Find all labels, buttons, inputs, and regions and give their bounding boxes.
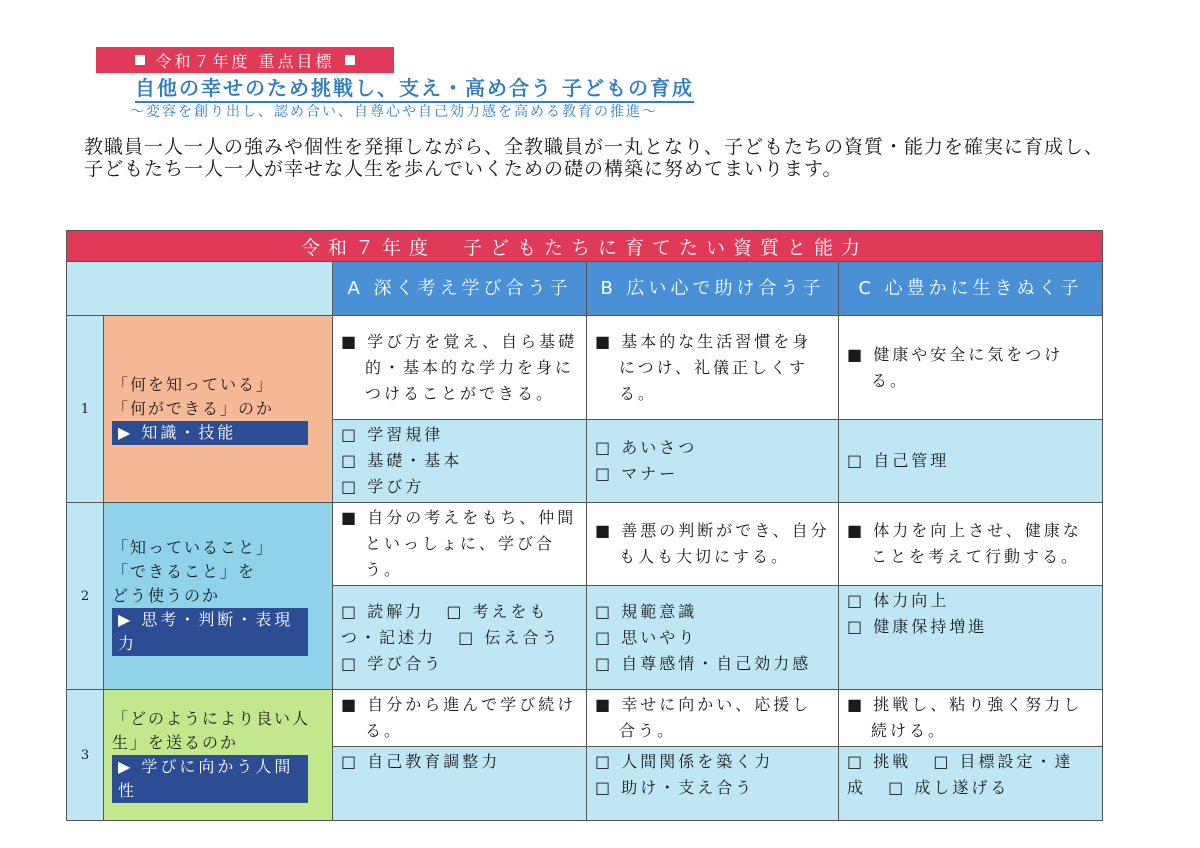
list-item: □ 伝え合う — [458, 627, 561, 647]
goal-cell — [333, 503, 587, 586]
row-label-knowledge — [104, 316, 333, 503]
intro-paragraph: 教職員一人一人の強みや個性を発揮しながら、全教職員が一丸となり、子どもたちの資質・能力を確実に育成し、子どもたち一人一人が幸せな人生を歩んでいくための礎の構築に努めてまいります。 — [84, 136, 1105, 180]
goal-text: ■ 自分の考えをもち、仲間といっしょに、学び合う。 — [341, 508, 577, 579]
goal-text: ■ 健康や安全に気をつける。 — [847, 344, 1064, 390]
goal-cell — [333, 316, 587, 420]
main-headline: 自他の幸せのため挑戦し、支え・高め合う 子どもの育成 — [135, 75, 694, 103]
column-header-a: A 深く考え学び合う子 — [333, 262, 587, 316]
list-item: □ 人間関係を築く力 — [595, 752, 774, 771]
row-label-thinking — [104, 503, 333, 690]
sub-headline: ～変容を創り出し、認め合い、自尊心や自己効力感を高める教育の推進～ — [130, 104, 658, 120]
list-item: □ 挑戦 — [847, 752, 912, 771]
goal-text: ■ 学び方を覚え、自ら基礎的・基本的な学力を身につけることができる。 — [341, 331, 578, 403]
list-item: □ 思いやり — [595, 627, 698, 647]
row-label-line: 「知っていること」 — [112, 538, 275, 557]
goal-cell — [587, 690, 839, 747]
items-cell — [587, 586, 839, 690]
row-label-line: どう使うのか — [112, 586, 221, 605]
goal-cell — [587, 316, 839, 420]
items-cell — [587, 747, 839, 821]
list-item: □ あいさつ — [595, 438, 698, 457]
list-item: □ 目標設定・達成 — [847, 752, 1074, 797]
items-cell — [839, 586, 1103, 690]
goal-text: ■ 幸せに向かい、応援し合う。 — [595, 695, 812, 740]
list-item: □ 基礎・基本 — [341, 451, 463, 470]
goal-text: ■ 体力を向上させ、健康なことを考えて行動する。 — [847, 521, 1082, 566]
list-item: □ 成し遂げる — [888, 778, 1010, 797]
header-blank-cell — [67, 262, 333, 316]
column-header-b: B 広い心で助け合う子 — [587, 262, 839, 316]
abilities-table — [66, 230, 1103, 821]
category-tag: ▶ 思考・判断・表現力 — [112, 608, 308, 656]
goal-text: ■ 挑戦し、粘り強く努力し続ける。 — [847, 695, 1083, 740]
row-label-attitude — [104, 690, 333, 821]
category-tag: ▶ 知識・技能 — [112, 421, 308, 445]
items-cell — [333, 420, 587, 503]
list-item: □ 読解力 — [341, 601, 425, 621]
square-icon — [345, 55, 355, 65]
goal-cell — [333, 690, 587, 747]
list-item: □ 自己管理 — [847, 451, 950, 470]
list-item: □ 考えをもつ・記述力 — [341, 601, 549, 647]
goal-cell — [839, 503, 1103, 586]
items-cell — [839, 420, 1103, 503]
goal-cell — [839, 690, 1103, 747]
banner-text: 令和７年度 重点目標 — [155, 51, 335, 71]
row-label-line: 「どのようにより良い人生」を送るのか — [112, 709, 311, 752]
row-label-line: 「何ができる」のか — [112, 399, 275, 418]
goal-text: ■ 自分から進んで学び続ける。 — [341, 695, 577, 740]
list-item: □ 体力向上 — [847, 591, 950, 610]
row-number: 2 — [67, 503, 104, 690]
goal-banner — [96, 47, 394, 73]
list-item: □ マナー — [595, 464, 679, 483]
list-item: □ 自己教育調整力 — [341, 752, 501, 771]
goal-cell — [839, 316, 1103, 420]
goal-text: ■ 基本的な生活習慣を身につけ、礼儀正しくする。 — [595, 331, 812, 403]
list-item: □ 助け・支え合う — [595, 778, 755, 797]
items-cell — [333, 747, 587, 821]
goal-cell — [587, 503, 839, 586]
items-cell — [333, 586, 587, 690]
list-item: □ 健康保持増進 — [847, 617, 988, 636]
items-cell — [839, 747, 1103, 821]
list-item: □ 学習規律 — [341, 425, 444, 444]
row-number: 1 — [67, 316, 104, 503]
list-item: □ 学び合う — [341, 653, 444, 673]
category-tag: ▶ 学びに向かう人間性 — [112, 755, 308, 803]
row-label-line: 「何を知っている」 — [112, 375, 275, 394]
row-label-line: 「できること」を — [112, 562, 257, 581]
square-icon — [135, 55, 145, 65]
row-number: 3 — [67, 690, 104, 821]
list-item: □ 自尊感情・自己効力感 — [595, 653, 812, 673]
items-cell — [587, 420, 839, 503]
column-header-c: C 心豊かに生きぬく子 — [839, 262, 1103, 316]
list-item: □ 規範意識 — [595, 601, 698, 621]
table-title: 令和７年度 子どもたちに育てたい資質と能力 — [67, 231, 1103, 262]
goal-text: ■ 善悪の判断ができ、自分も人も大切にする。 — [595, 521, 830, 566]
list-item: □ 学び方 — [341, 477, 425, 496]
